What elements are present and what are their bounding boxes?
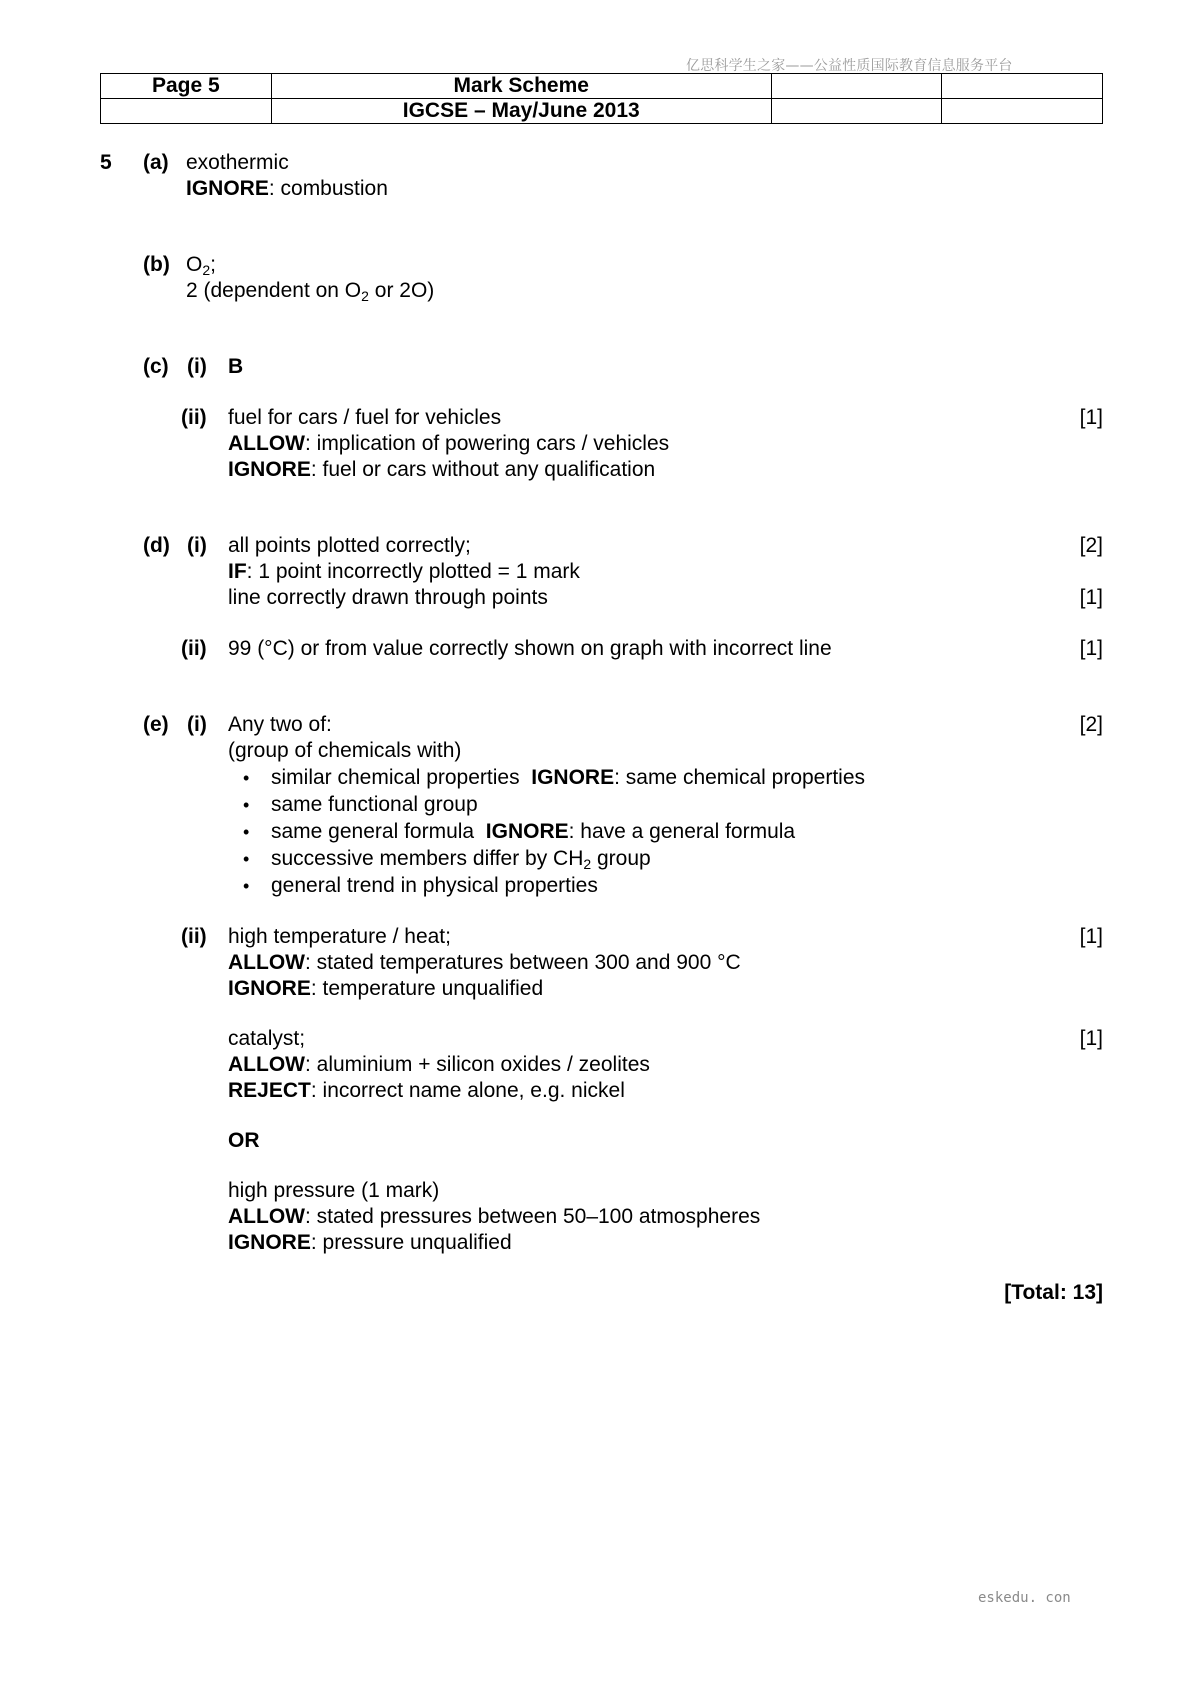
mark: [1]	[1079, 925, 1103, 948]
part-e-ii-ignore: IGNORE: temperature unqualified	[228, 977, 544, 1000]
part-b-condition: 2 (dependent on $O_2$ or 2O)	[186, 279, 435, 304]
pressure-allow: ALLOW: stated pressures between 50–100 atmospheres	[228, 1205, 761, 1228]
bullet-icon: •	[243, 795, 250, 815]
bullet-item: same functional group	[271, 793, 478, 816]
or-separator: OR	[228, 1129, 260, 1152]
part-c-label: (c)	[143, 355, 169, 378]
footer-watermark: eskedu. con	[978, 1590, 1071, 1606]
part-d-ii-answer: 99 (°C) or from value correctly shown on graph with incorrect line	[228, 637, 832, 660]
mark: [1]	[1079, 586, 1103, 609]
bullet-item: same general formula IGNORE: have a general formula	[271, 820, 796, 843]
document-title: Mark Scheme	[271, 74, 771, 99]
part-e-ii-allow: ALLOW: stated temperatures between 300 and 900 °C	[228, 951, 741, 974]
header-empty-cell	[942, 99, 1103, 124]
header-empty-cell	[771, 74, 942, 99]
document-subtitle: IGCSE – May/June 2013	[271, 99, 771, 124]
mark: [1]	[1079, 406, 1103, 429]
catalyst-allow: ALLOW: aluminium + silicon oxides / zeolites	[228, 1053, 650, 1076]
part-e-i-label: (i)	[187, 713, 207, 736]
part-c-i-label: (i)	[187, 355, 207, 378]
part-a-ignore: IGNORE: combustion	[186, 177, 388, 200]
part-d-label: (d)	[143, 534, 170, 557]
part-a-answer: exothermic	[186, 151, 289, 174]
mark: [1]	[1079, 1027, 1103, 1050]
header-empty-cell	[101, 99, 272, 124]
bullet-icon: •	[243, 876, 250, 896]
bullet-icon: •	[243, 822, 250, 842]
mark: [2]	[1079, 713, 1103, 736]
pressure-ignore: IGNORE: pressure unqualified	[228, 1231, 512, 1254]
part-b-answer: $O_2$;	[186, 253, 216, 278]
part-e-ii-label: (ii)	[181, 925, 207, 948]
part-a-label: (a)	[143, 151, 169, 174]
part-c-ii-allow: ALLOW: implication of powering cars / vehicles	[228, 432, 670, 455]
bullet-icon: •	[243, 849, 250, 869]
part-d-i-answer: all points plotted correctly;	[228, 534, 471, 557]
bullet-item: general trend in physical properties	[271, 874, 598, 897]
mark: [2]	[1079, 534, 1103, 557]
part-e-ii-answer: high temperature / heat;	[228, 925, 451, 948]
page-number: Page 5	[101, 74, 272, 99]
bullet-item: successive members differ by $CH_2$ group	[271, 847, 651, 872]
bullet-icon: •	[243, 768, 250, 788]
catalyst-answer: catalyst;	[228, 1027, 306, 1050]
part-d-i-label: (i)	[187, 534, 207, 557]
part-e-label: (e)	[143, 713, 169, 736]
part-d-ii-label: (ii)	[181, 637, 207, 660]
header-table	[100, 73, 1103, 124]
part-b-label: (b)	[143, 253, 170, 276]
part-d-i-if: IF: 1 point incorrectly plotted = 1 mark	[228, 560, 580, 583]
part-c-ii-ignore: IGNORE: fuel or cars without any qualification	[228, 458, 656, 481]
header-empty-cell	[942, 74, 1103, 99]
watermark: 亿思科学生之家——公益性质国际教育信息服务平台	[686, 58, 1013, 74]
part-c-i-answer: B	[228, 355, 244, 378]
catalyst-reject: REJECT: incorrect name alone, e.g. nickel	[228, 1079, 625, 1102]
part-c-ii-answer: fuel for cars / fuel for vehicles	[228, 406, 502, 429]
pressure-answer: high pressure (1 mark)	[228, 1179, 440, 1202]
total-marks: [Total: 13]	[1004, 1281, 1103, 1304]
question-number: 5	[100, 151, 112, 174]
part-d-i-line: line correctly drawn through points	[228, 586, 548, 609]
part-e-i-group: (group of chemicals with)	[228, 739, 462, 762]
bullet-item: similar chemical properties IGNORE: same chemical properties	[271, 766, 866, 789]
mark: [1]	[1079, 637, 1103, 660]
part-c-ii-label: (ii)	[181, 406, 207, 429]
header-empty-cell	[771, 99, 942, 124]
part-e-i-intro: Any two of:	[228, 713, 332, 736]
